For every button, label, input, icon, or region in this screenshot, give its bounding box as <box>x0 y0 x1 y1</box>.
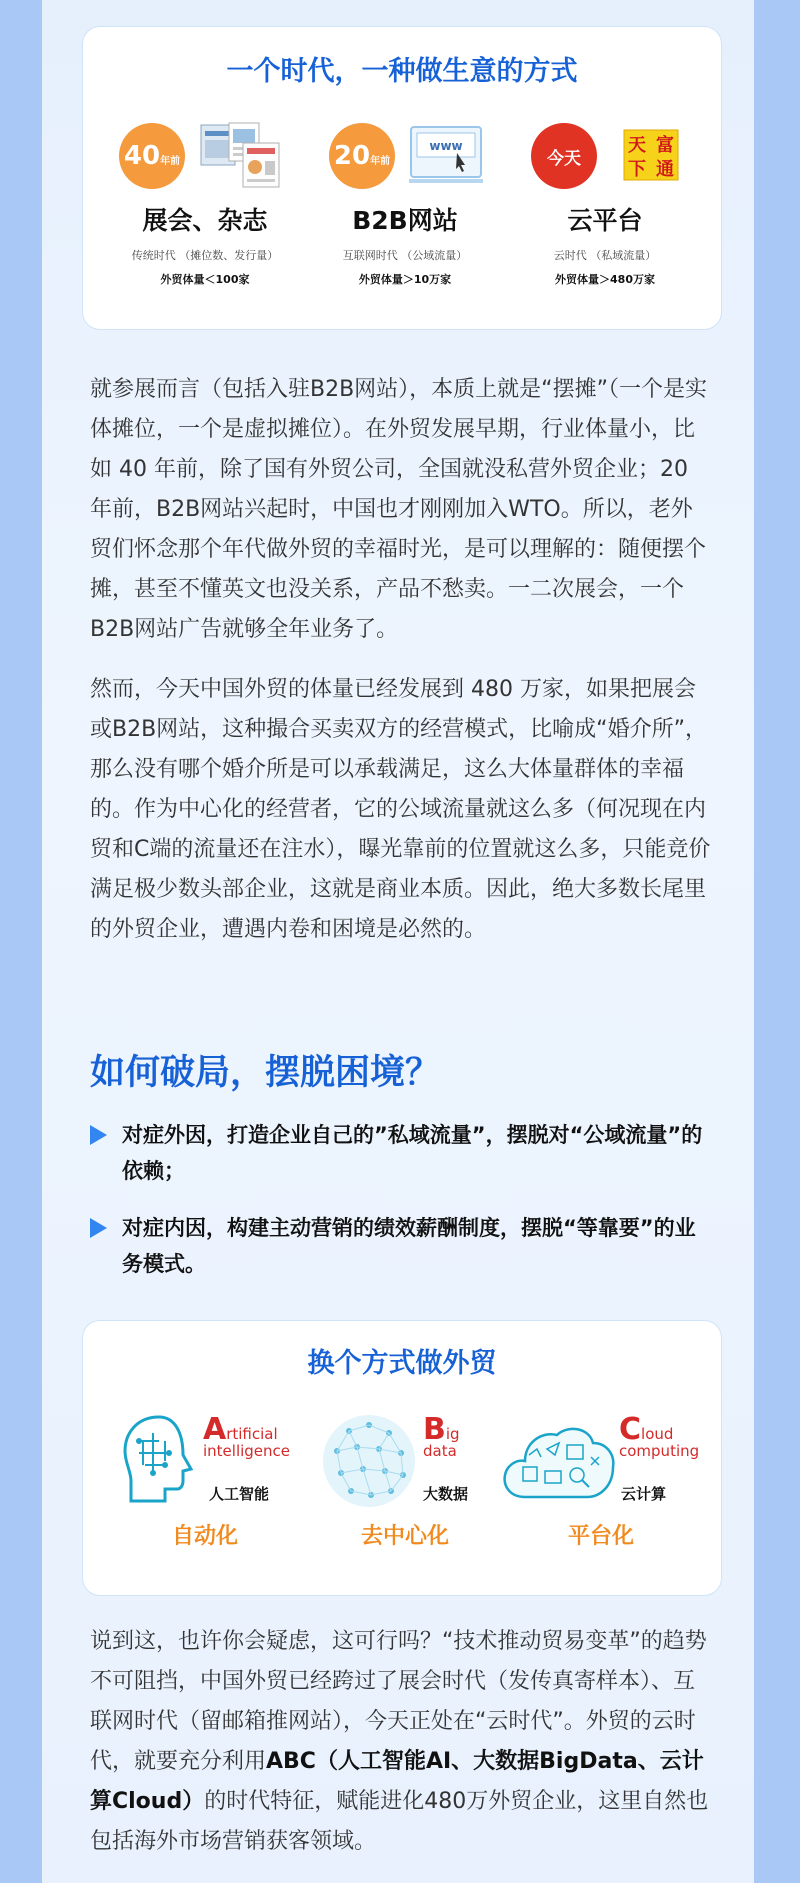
website-screen-icon <box>409 125 485 187</box>
tech-cloud <box>501 1407 701 1517</box>
article-page <box>42 0 754 1883</box>
svg-text:通: 通 <box>656 159 674 180</box>
bullet-item-internal <box>90 1210 730 1282</box>
eras-card <box>82 26 722 330</box>
cloud-chinese: 云计算 <box>621 1485 667 1503</box>
era-name: 展会、杂志 <box>142 206 268 235</box>
svg-text:下: 下 <box>628 159 646 180</box>
bigdata-chinese: 大数据 <box>423 1485 469 1503</box>
label-decentralization: 去中心化 <box>360 1524 449 1549</box>
ai-english: Artificial intelligence <box>203 1412 291 1460</box>
ai-chinese: 人工智能 <box>209 1485 270 1503</box>
label-automation: 自动化 <box>171 1524 238 1549</box>
era-exhibition <box>105 119 305 287</box>
era-subtitle: 互联网时代 （公域流量） <box>342 249 468 262</box>
badge-40-years: 40 年前 <box>119 123 185 189</box>
new-way-card <box>82 1320 722 1596</box>
badge-today: 今天 <box>531 123 597 189</box>
era-volume: 外贸体量＞10万家 <box>358 273 452 286</box>
cloud-computing-icon <box>501 1421 617 1505</box>
svg-text:富: 富 <box>656 135 674 156</box>
section-heading: 如何破局，摆脱困境？ <box>90 1053 441 1093</box>
paragraph-cloud-era: 说到这，也许你会疑虑，这可行吗？“技术推动贸易变革”的趋势不可阻挡，中国外贸已经跨过了展会时代（发传真寄样本）、互联网时代（留邮箱推网站），今天正处在“云时代”。外贸的云时代，就要充分利用ABC（人工智能AI、大数据BigData、云计算Cloud）的时代特征，赋能进化480万外贸企业，这里自然也包括海外市场营销获客领域。 <box>90 1629 709 1854</box>
triangle-bullet-icon <box>90 1218 107 1238</box>
bigdata-globe-icon <box>319 1411 419 1511</box>
paragraph-scale: 然而，今天中国外贸的体量已经发展到 480 万家，如果把展会或B2B网站，这种撮合买卖双方的经营模式，比喻成“婚介所”，那么没有哪个婚介所是可以承载满足，这么大体量群体的幸福的。作为中心化的经营者，它的公域流量就这么多（何况现在内贸和C端的流量还在注水），曝光靠前的位置就这么多，只能竞价满足极少数头部企业，这就是商业本质。因此，绝大多数长尾里的外贸企业，遭遇内卷和困境是必然的。 <box>90 677 711 942</box>
fortune-seal-icon <box>623 129 679 181</box>
paragraph-exhibition: 就参展而言（包括入驻B2B网站），本质上就是“摆摊”（一个是实体摊位，一个是虚拟摊位）。在外贸发展早期，行业体量小，比如 40 年前，除了国有外贸公司，全国就没私营外贸企业；20 年前，B2B网站兴起时，中国也才刚刚加入WTO。所以，老外贸们怀念那个年代做外贸的幸福时光，是可以理解的：随便摆个摊，甚至不懂英文也没关系，产品不愁卖。一二次展会，一个B2B网站广告就够全年业务了。 <box>90 377 707 642</box>
new-way-card-title: 换个方式做外贸 <box>307 1348 497 1379</box>
era-name: B2B网站 <box>352 206 458 235</box>
label-platform: 平台化 <box>567 1524 634 1549</box>
svg-text:天: 天 <box>628 135 646 156</box>
era-subtitle: 传统时代 （摊位数、发行量） <box>131 249 279 262</box>
eras-card-title: 一个时代，一种做生意的方式 <box>226 56 578 87</box>
cloud-english: Cloud computing <box>619 1412 700 1460</box>
era-volume: 外贸体量＞480万家 <box>555 273 655 286</box>
bigdata-english: Big data <box>423 1412 460 1460</box>
magazine-icon <box>199 121 283 191</box>
ai-brain-head-icon <box>119 1411 201 1507</box>
bullet-text: 对症内因，构建主动营销的绩效薪酬制度，摆脱“等靠要”的业务模式。 <box>122 1216 696 1276</box>
triangle-bullet-icon <box>90 1125 107 1145</box>
era-subtitle: 云时代 （私域流量） <box>553 249 657 262</box>
tech-ai <box>119 1407 319 1517</box>
badge-20-years: 20 年前 <box>329 123 395 189</box>
era-name: 云平台 <box>567 206 643 235</box>
era-volume: 外贸体量＜100家 <box>160 273 250 286</box>
era-b2b <box>305 119 505 287</box>
era-cloud <box>505 119 705 287</box>
tech-bigdata <box>319 1407 519 1517</box>
bullet-text: 对症外因，打造企业自己的”私域流量”，摆脱对“公域流量”的依赖； <box>122 1123 703 1183</box>
www-text: www <box>429 139 463 153</box>
bullet-item-external <box>90 1117 730 1189</box>
